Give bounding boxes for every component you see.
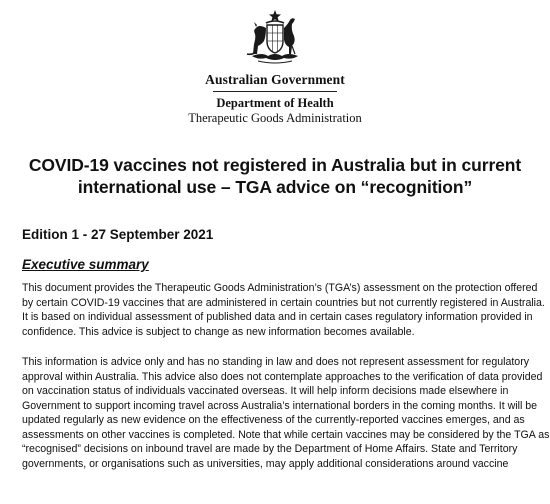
paragraph-line: by certain COVID-19 vaccines that are administered in certain countries but not currently registered in Australia.: [22, 296, 545, 309]
paragraph-line: This document provides the Therapeutic Goods Administration’s (TGA’s) assessment on the protection offered: [22, 282, 538, 294]
paragraph-line: approval within Australia. This advice also does not contemplate approaches to the verification of data provided: [22, 370, 543, 383]
department-name: Department of Health: [216, 96, 334, 110]
paragraph-line: on vaccination status of individuals vaccinated overseas. It will help inform decisions made elsewhere in: [22, 385, 509, 397]
paragraph-line: updated regularly as new evidence on the effectiveness of the currently-reported vaccines emerges, and as: [22, 414, 525, 426]
document-title: [0, 154, 550, 198]
paragraph: [22, 355, 550, 471]
header-divider: [213, 91, 337, 92]
government-name: Australian Government: [205, 72, 345, 87]
paragraph-line: This information is advice only and has no standing in law and does not represent assessment for regulatory: [22, 356, 530, 368]
title-line: international use – TGA advice on “recognition”: [77, 177, 473, 197]
paragraph-line: confidence. This advice is subject to change as new information becomes available.: [22, 325, 415, 338]
title-line: COVID-19 vaccines not registered in Australia but in current: [28, 155, 522, 175]
section-heading: Executive summary: [22, 257, 149, 272]
paragraph-line: It is based on individual assessment of published data and in certain cases regulatory information provided in: [22, 311, 533, 323]
coat-of-arms-icon: [244, 8, 306, 70]
paragraph: [22, 281, 545, 339]
paragraph-line: “recognised” decisions on inbound travel are made by the Department of Home Affairs. State and Territory: [22, 443, 518, 455]
edition-label: Edition 1 - 27 September 2021: [22, 227, 214, 242]
agency-name: Therapeutic Goods Administration: [188, 111, 362, 125]
paragraph-line: assessments on other vaccines is completed. Note that while certain vaccines may be considered by the TGA as: [22, 428, 550, 441]
paragraph-line: governments, or organisations such as universities, may apply additional considerations around vaccine: [22, 457, 509, 470]
paragraph-line: Government to support incoming travel across Australia’s international borders in the coming months. It will be: [22, 399, 538, 412]
